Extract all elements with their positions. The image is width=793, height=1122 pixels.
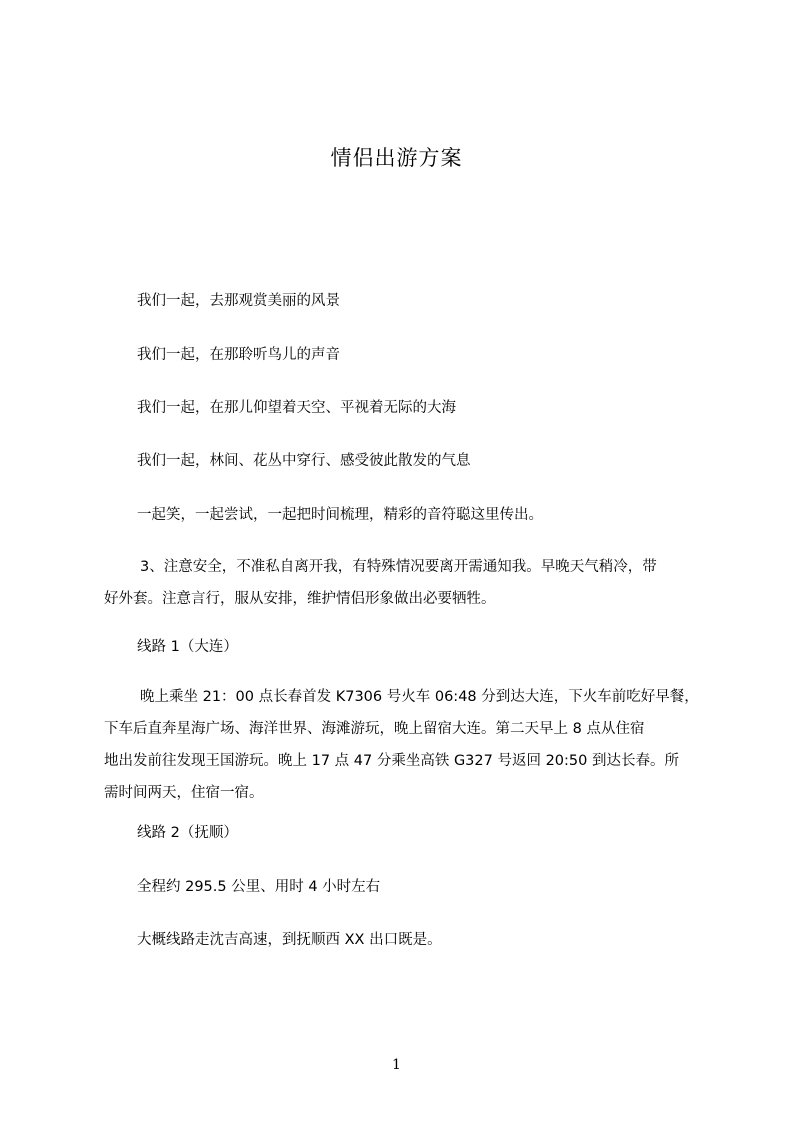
page-number: 1 [392,1057,401,1073]
route2-directions: 大概线路走沈吉高速，到抚顺西 XX 出口既是。 [137,932,442,948]
document-title: 情侣出游方案 [330,146,463,170]
paragraph-1: 我们一起，去那观赏美丽的风景 [137,293,340,309]
route1-heading: 线路 1（大连） [137,639,238,655]
paragraph-3: 我们一起，在那儿仰望着天空、平视着无际的大海 [137,400,456,416]
route1-line-2: 下车后直奔星海广场、海洋世界、海滩游玩，晚上留宿大连。第二天早上 8 点从住宿 [104,721,645,737]
route1-line-1: 晚上乘坐 21：00 点长春首发 K7306 号火车 06:48 分到达大连，下火车前吃好早餐， [140,689,699,705]
route2-heading: 线路 2（抚顺） [137,825,238,841]
notice-paragraph [104,551,657,615]
paragraph-2: 我们一起，在那聆听鸟儿的声音 [137,347,340,363]
route2-distance: 全程约 295.5 公里、用时 4 小时左右 [137,879,381,895]
notice-line-1: 3、注意安全，不准私自离开我，有特殊情况要离开需通知我。早晚天气稍冷，带 [140,559,657,575]
route1-paragraph [104,681,699,809]
paragraph-4: 我们一起，林间、花丛中穿行、感受彼此散发的气息 [137,453,471,469]
route1-line-3: 地出发前往发现王国游玩。晚上 17 点 47 分乘坐高铁 G327 号返回 20:50 到达长春。所 [104,753,679,769]
paragraph-5: 一起笑，一起尝试，一起把时间梳理，精彩的音符聪这里传出。 [137,507,543,523]
route1-line-4: 需时间两天，住宿一宿。 [104,785,264,801]
notice-line-2: 好外套。注意言行，服从安排，维护情侣形象做出必要牺牲。 [104,591,496,607]
